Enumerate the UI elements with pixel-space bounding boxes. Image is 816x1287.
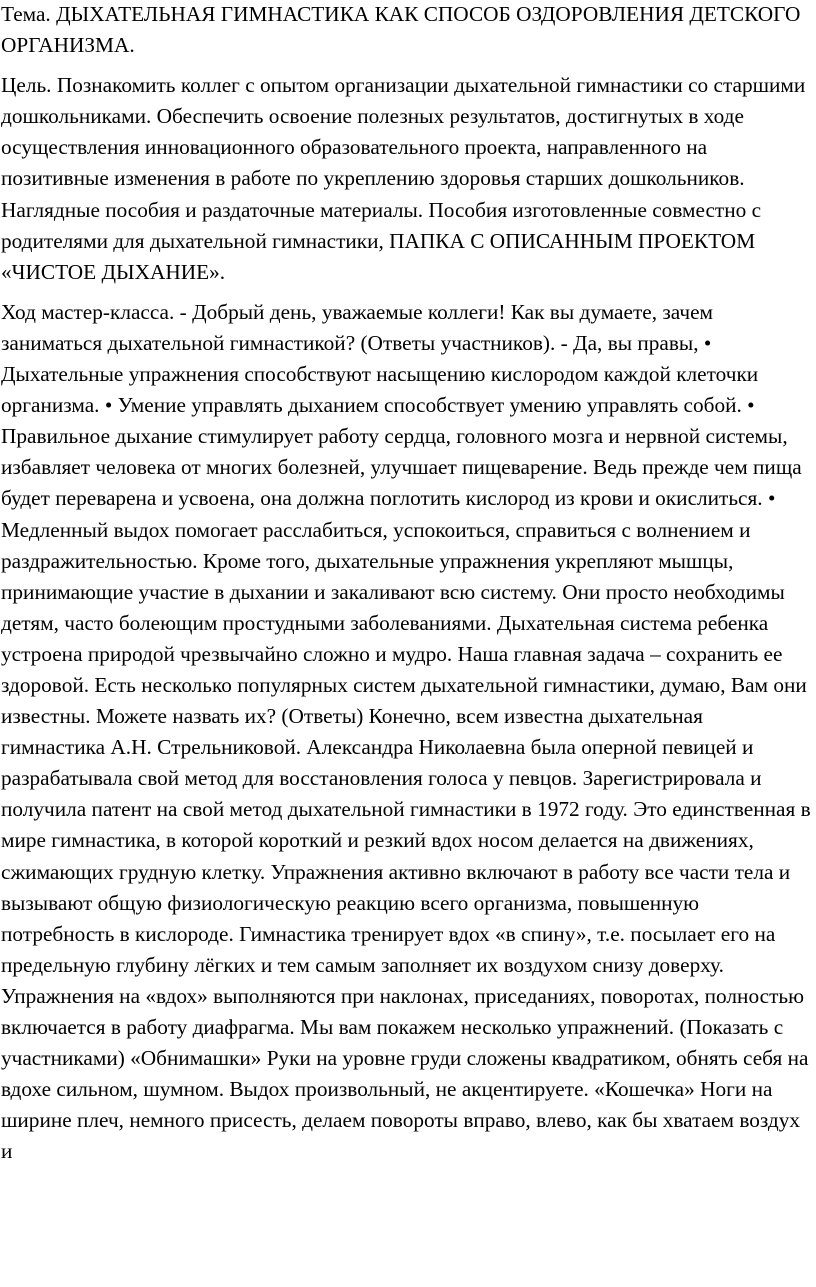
course-paragraph: Ход мастер-класса. - Добрый день, уважаемые коллеги! Как вы думаете, зачем заниматься дыхательной гимнастикой? (Ответы участников). - Да, вы правы, • Дыхательные упражнения способствуют насыщению кислородом каждой клеточки организма. • Умение управлять дыханием способствует умению управлять собой. • Правильное дыхание стимулирует работу сердца, головного мозга и нервной системы, избавляет человека от многих болезней, улучшает пищеварение. Ведь прежде чем пища будет переварена и усвоена, она должна поглотить кислород из крови и окислиться. • Медленный выдох помогает расслабиться, успокоиться, справиться с волнением и раздражительностью. Кроме того, дыхательные упражнения укрепляют мышцы, принимающие участие в дыхании и закаливают всю систему. Они просто необходимы детям, часто болеющим простудными заболеваниями. Дыхательная система ребенка устроена природой чрезвычайно сложно и мудро. Наша главная задача – сохранить ее здоровой. Есть несколько популярных систем дыхательной гимнастики, думаю, Вам они известны. Можете назвать их? (Ответы) Конечно, всем известна дыхательная гимнастика А.Н. Стрельниковой. Александра Николаевна была оперной певицей и разрабатывала свой метод для восстановления голоса у певцов. Зарегистрировала и получила патент на свой метод дыхательной гимнастики в 1972 году. Это единственная в мире гимнастика, в которой короткий и резкий вдох носом делается на движениях, сжимающих грудную клетку. Упражнения активно включают в работу все части тела и вызывают общую физиологическую реакцию всего организма, повышенную потребность в кислороде. Гимнастика тренирует вдох «в спину», т.е. посылает его на предельную глубину лёгких и тем самым заполняет их воздухом снизу доверху. Упражнения на «вдох» выполняются при наклонах, приседаниях, поворотах, полностью включается в работу диафрагма. Мы вам покажем несколько упражнений. (Показать с участниками) «Обнимашки» Руки на уровне груди сложены квадратиком, обнять себя на вдохе сильном, шумном. Выдох произвольный, не акцентируете. «Кошечка» Ноги на ширине плеч, немного присесть, делаем повороты вправо, влево, как бы хватаем воздух и: [1, 299, 811, 1164]
goal-paragraph: Цель. Познакомить коллег с опытом организации дыхательной гимнастики со старшими дошкольниками. Обеспечить освоение полезных результатов, достигнутых в ходе осуществления инновационного образовательного проекта, направленного на позитивные изменения в работе по укреплению здоровья старших дошкольников. Наглядные пособия и раздаточные материалы. Пособия изготовленные совместно с родителями для дыхательной гимнастики, ПАПКА С ОПИСАННЫМ ПРОЕКТОМ «ЧИСТОЕ ДЫХАНИЕ».: [1, 73, 806, 284]
document-title: Тема. ДЫХАТЕЛЬНАЯ ГИМНАСТИКА КАК СПОСОБ ОЗДОРОВЛЕНИЯ ДЕТСКОГО ОРГАНИЗМА.: [1, 2, 801, 58]
